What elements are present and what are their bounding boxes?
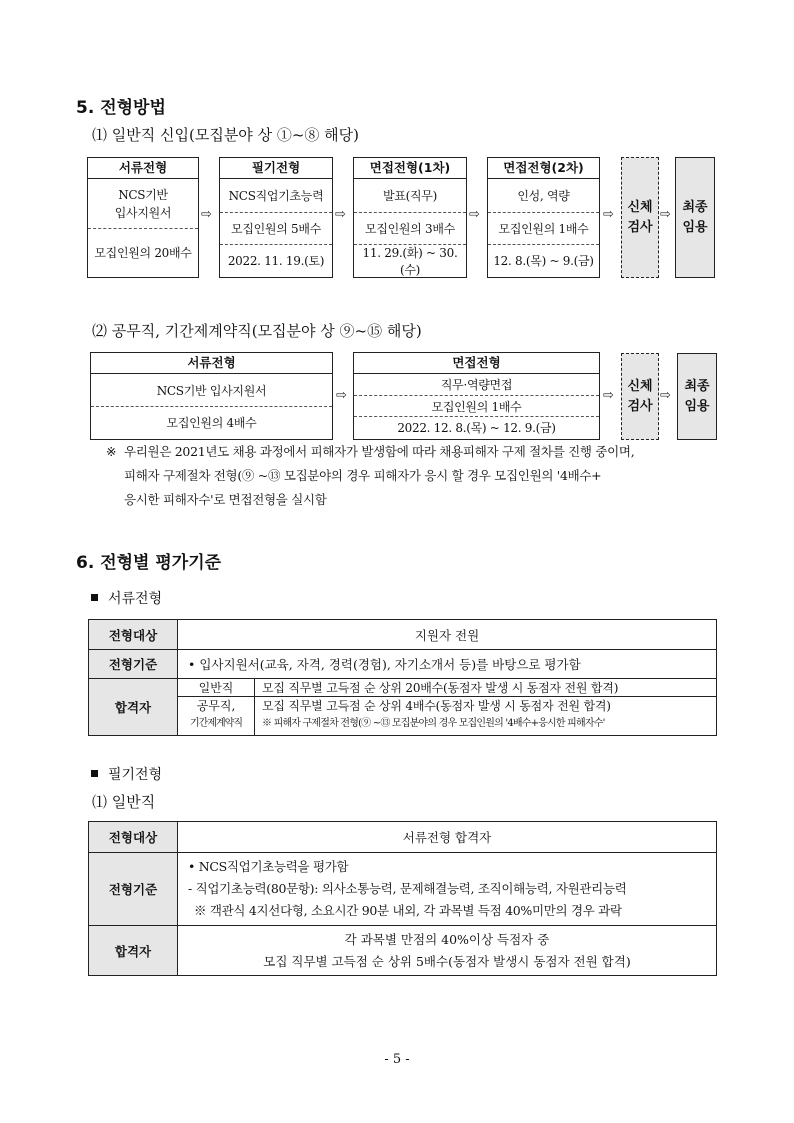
physical-exam-box-2: 신체 검사 <box>621 353 659 440</box>
doc-pass-desc <box>255 697 611 735</box>
arrow-icon: ⇨ <box>336 388 347 403</box>
arrow-icon: ⇨ <box>660 207 671 222</box>
written-criteria-label: 전형기준 <box>89 853 178 926</box>
flow2-cell: NCS기반 입사지원서 <box>91 374 332 407</box>
flow1-box-1 <box>87 157 199 278</box>
section5-sub2: ⑵ 공무직, 기간제계약직(모집분야 상 ⑨~⑮ 해당) <box>92 322 422 340</box>
note-mark: ※ <box>106 444 117 459</box>
flow1-box-title: 필기전형 <box>220 158 332 179</box>
doc-pass-label: 합격자 <box>89 679 178 736</box>
flow1-cell: 모집인원의 5배수 <box>220 213 332 245</box>
arrow-icon: ⇨ <box>660 388 671 403</box>
written-heading-text: 필기전형 <box>108 767 163 783</box>
section5-sub1: ⑴ 일반직 신입(모집분야 상 ①~⑧ 해당) <box>92 126 359 144</box>
flow2-box-2 <box>353 352 600 440</box>
written-criteria-line: ※ 객관식 4지선다형, 소요시간 90분 내외, 각 과목별 득점 40%미만의 경우 과락 <box>194 903 622 918</box>
flow1-box-title: 서류전형 <box>88 158 198 179</box>
flow1-box-4 <box>487 157 600 278</box>
arrow-icon: ⇨ <box>603 388 614 403</box>
flow2-cell: 모집인원의 4배수 <box>166 416 257 430</box>
doc-target-value: 지원자 전원 <box>178 620 717 650</box>
section6-title: 6. 전형별 평가기준 <box>76 553 222 573</box>
written-sub: ⑴ 일반직 <box>92 793 156 811</box>
doc-pass-type-line: 기간제계약직 <box>190 718 242 729</box>
written-target-label: 전형대상 <box>89 822 178 853</box>
arrow-icon: ⇨ <box>201 207 212 222</box>
note-line-1: 우리원은 2021년도 채용 과정에서 피해자가 발생함에 따라 채용피해자 구제 절차를 진행 중이며, <box>124 444 635 459</box>
written-criteria-cell <box>178 853 717 926</box>
flow1-cell: 모집인원의 3배수 <box>354 213 466 245</box>
final-hire-box: 최종 임용 <box>675 157 715 278</box>
doc-pass-desc-line: 모집 직무별 고득점 순 상위 4배수(동점자 발생 시 동점자 전원 합격) <box>262 699 611 713</box>
written-target-value: 서류전형 합격자 <box>178 822 717 853</box>
flow2-cell: 2022. 12. 8.(목) ~ 12. 9.(금) <box>397 421 556 435</box>
flow1-cell: 인성, 역량 <box>488 179 599 213</box>
doc-pass-row <box>178 697 716 735</box>
doc-pass-type: 일반직 <box>178 679 255 696</box>
flow2-cell: 모집인원의 1배수 <box>354 396 599 417</box>
written-heading <box>91 764 162 784</box>
flow1-box-3 <box>353 157 467 278</box>
flow2-box-title: 면접전형 <box>354 353 599 374</box>
flow2-box-1 <box>90 352 333 440</box>
written-pass-line: 모집 직무별 고득점 순 상위 5배수(동점자 발생시 동점자 전원 합격) <box>263 953 631 969</box>
flow1-cell: 12. 8.(목) ~ 9.(금) <box>493 254 594 268</box>
doc-heading-text: 서류전형 <box>108 591 163 607</box>
square-bullet-icon <box>91 770 98 777</box>
written-pass-cell <box>178 926 717 976</box>
doc-pass-desc: 모집 직무별 고득점 순 상위 20배수(동점자 발생 시 동점자 전원 합격) <box>262 681 619 695</box>
flow1-cell: 발표(직무) <box>354 179 466 213</box>
doc-pass-cell <box>178 679 717 736</box>
note-line-2: 피해자 구제절차 전형(⑨ ~⑬ 모집분야의 경우 피해자가 응시 할 경우 모집인원의 '4배수+ <box>124 468 602 483</box>
flow1-cell: 2022. 11. 19.(토) <box>227 254 325 268</box>
flow1-cell: NCS기반 입사지원서 <box>88 179 198 229</box>
flow1-box-title: 면접전형(2차) <box>488 158 599 179</box>
flow2-box-title: 서류전형 <box>91 353 332 374</box>
note-line-3: 응시한 피해자수'로 면접전형을 실시함 <box>124 492 327 507</box>
physical-exam-box: 신체 검사 <box>621 157 659 278</box>
final-hire-box-2: 최종 임용 <box>677 353 717 440</box>
section5-title: 5. 전형방법 <box>76 98 166 118</box>
square-bullet-icon <box>91 594 98 601</box>
flow1-box-2 <box>219 157 333 278</box>
written-criteria-line: • NCS직업기초능력을 평가함 <box>188 859 349 874</box>
flow1-cell: 모집인원의 20배수 <box>94 246 192 260</box>
doc-pass-desc-note: ※ 피해자 구제절차 전형(⑨ ~⑬ 모집분야의 경우 모집인원의 '4배수+응시한 피해자수' <box>262 718 605 729</box>
page-number: - 5 - <box>384 1052 410 1067</box>
arrow-icon: ⇨ <box>603 207 614 222</box>
doc-eval-table <box>88 619 717 736</box>
doc-criteria-label: 전형기준 <box>89 650 178 679</box>
doc-pass-type-line: 공무직, <box>196 699 236 713</box>
flow1-cell: 11. 29.(화) ~ 30.(수) <box>362 245 458 277</box>
flow2-cell: 직무·역량면접 <box>354 374 599 396</box>
flow1-cell: 모집인원의 1배수 <box>488 213 599 245</box>
written-pass-label: 합격자 <box>89 926 178 976</box>
arrow-icon: ⇨ <box>335 207 346 222</box>
doc-target-label: 전형대상 <box>89 620 178 650</box>
doc-criteria-value: • 입사지원서(교육, 자격, 경력(경험), 자기소개서 등)를 바탕으로 평가함 <box>178 650 717 679</box>
flow1-box-title: 면접전형(1차) <box>354 158 466 179</box>
written-pass-line: 각 과목별 만점의 40%이상 득점자 중 <box>344 931 550 947</box>
doc-pass-type <box>178 697 255 735</box>
arrow-icon: ⇨ <box>469 207 480 222</box>
doc-heading <box>91 588 162 608</box>
flow1-cell: NCS직업기초능력 <box>220 179 332 213</box>
doc-pass-row <box>178 679 716 697</box>
written-eval-table <box>88 821 717 976</box>
written-criteria-line: - 직업기초능력(80문항): 의사소통능력, 문제해결능력, 조직이해능력, 자원관리능력 <box>188 881 627 896</box>
